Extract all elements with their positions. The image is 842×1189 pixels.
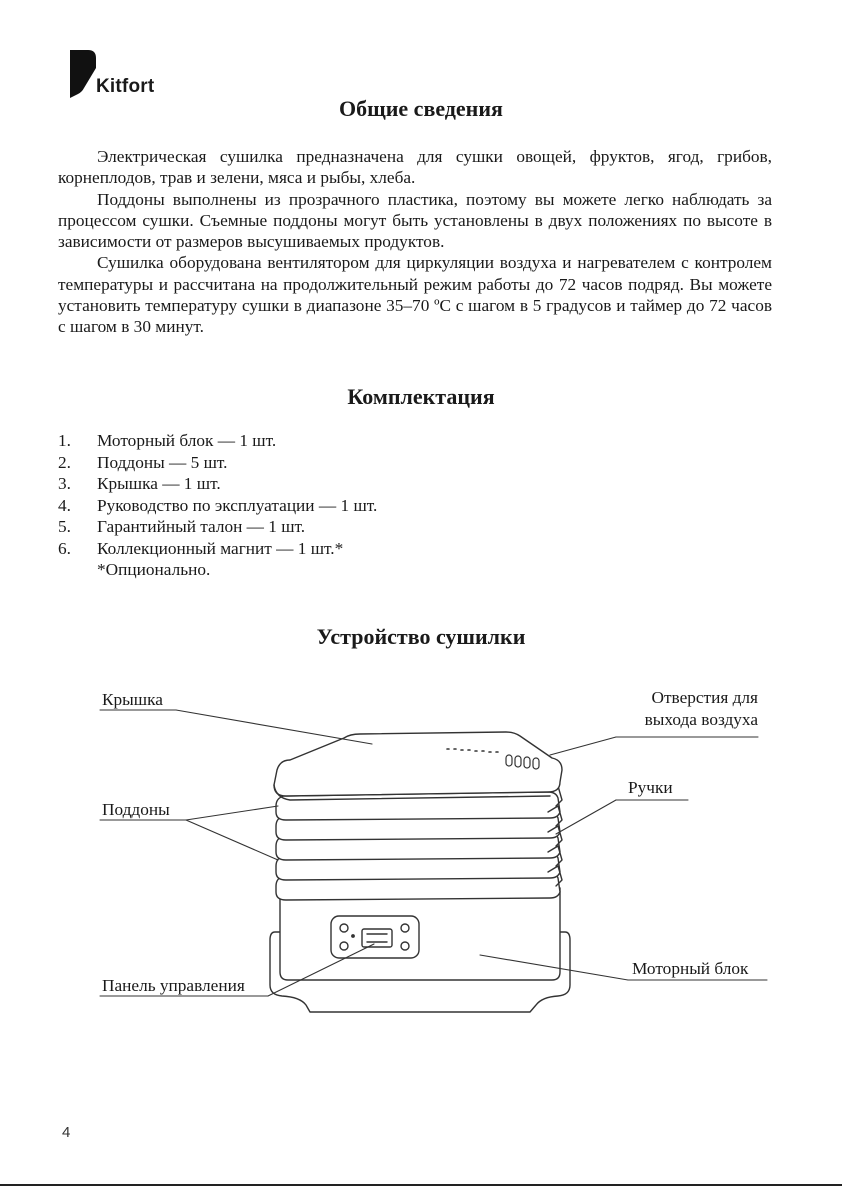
- label-lid: Крышка: [102, 690, 163, 709]
- list-item-text: Гарантийный талон — 1 шт.: [97, 517, 306, 536]
- list-item: [58, 452, 377, 474]
- contents-list: [58, 430, 377, 559]
- page-number: 4: [62, 1124, 71, 1141]
- list-item: [58, 538, 377, 560]
- footer-divider: [0, 1184, 842, 1186]
- label-control-panel: Панель управления: [102, 976, 245, 995]
- brand-name: Kitfort: [96, 76, 155, 97]
- control-panel: [331, 916, 419, 958]
- list-item-text: Коллекционный магнит — 1 шт.*: [97, 538, 344, 558]
- list-item-text: Моторный блок — 1 шт.: [97, 431, 277, 450]
- label-vents-line1: Отверстия для: [651, 688, 758, 707]
- label-vents-line2: выхода воздуха: [644, 710, 758, 729]
- general-paragraph: Электрическая сушилка предназначена для сушки овощей, фруктов, ягод, грибов, корнеплодов, трав и зелени, мяса и рыбы, хлеба.: [58, 147, 772, 188]
- label-motor: Моторный блок: [632, 959, 749, 978]
- motor-block-outline: [280, 888, 560, 980]
- list-item-number: 6.: [58, 538, 71, 558]
- label-handles: Ручки: [628, 778, 673, 797]
- label-trays: Поддоны: [102, 800, 170, 819]
- list-item: [58, 473, 377, 495]
- general-paragraph: Сушилка оборудована вентилятором для циркуляции воздуха и нагревателем с контролем температуры и рассчитана на продолжительный режим работы до 72 часов подряд. Вы можете установить температуру сушки в диапазоне 35–70 ºС с шагом в 5 градусов и таймер до 72 часов с шагом в 30 минут.: [58, 253, 772, 337]
- list-item: [58, 430, 377, 452]
- list-item: [58, 495, 377, 517]
- list-item-number: 3.: [58, 474, 71, 493]
- device-section-title: Устройство сушилки: [316, 624, 526, 649]
- list-item-number: 2.: [58, 452, 71, 472]
- list-item: [58, 516, 377, 538]
- lid-outline: [274, 732, 562, 796]
- list-item-number: 4.: [58, 495, 71, 515]
- list-item-number: 5.: [58, 517, 71, 536]
- general-section-title: Общие сведения: [339, 96, 503, 121]
- contents-section-title: Комплектация: [347, 384, 495, 409]
- general-text: [58, 146, 772, 338]
- list-item-text: Руководство по эксплуатации — 1 шт.: [97, 495, 378, 515]
- list-item-text: Крышка — 1 шт.: [97, 474, 221, 493]
- list-item-number: 1.: [58, 431, 71, 450]
- list-item-text: Поддоны — 5 шт.: [97, 452, 228, 472]
- general-paragraph: Поддоны выполнены из прозрачного пластика, поэтому вы можете легко наблюдать за процессом сушки. Съемные поддоны могут быть установлены в двух положениях по высоте в зависимости от размеров высушиваемых продуктов.: [58, 189, 772, 252]
- optional-note: *Опционально.: [97, 560, 211, 579]
